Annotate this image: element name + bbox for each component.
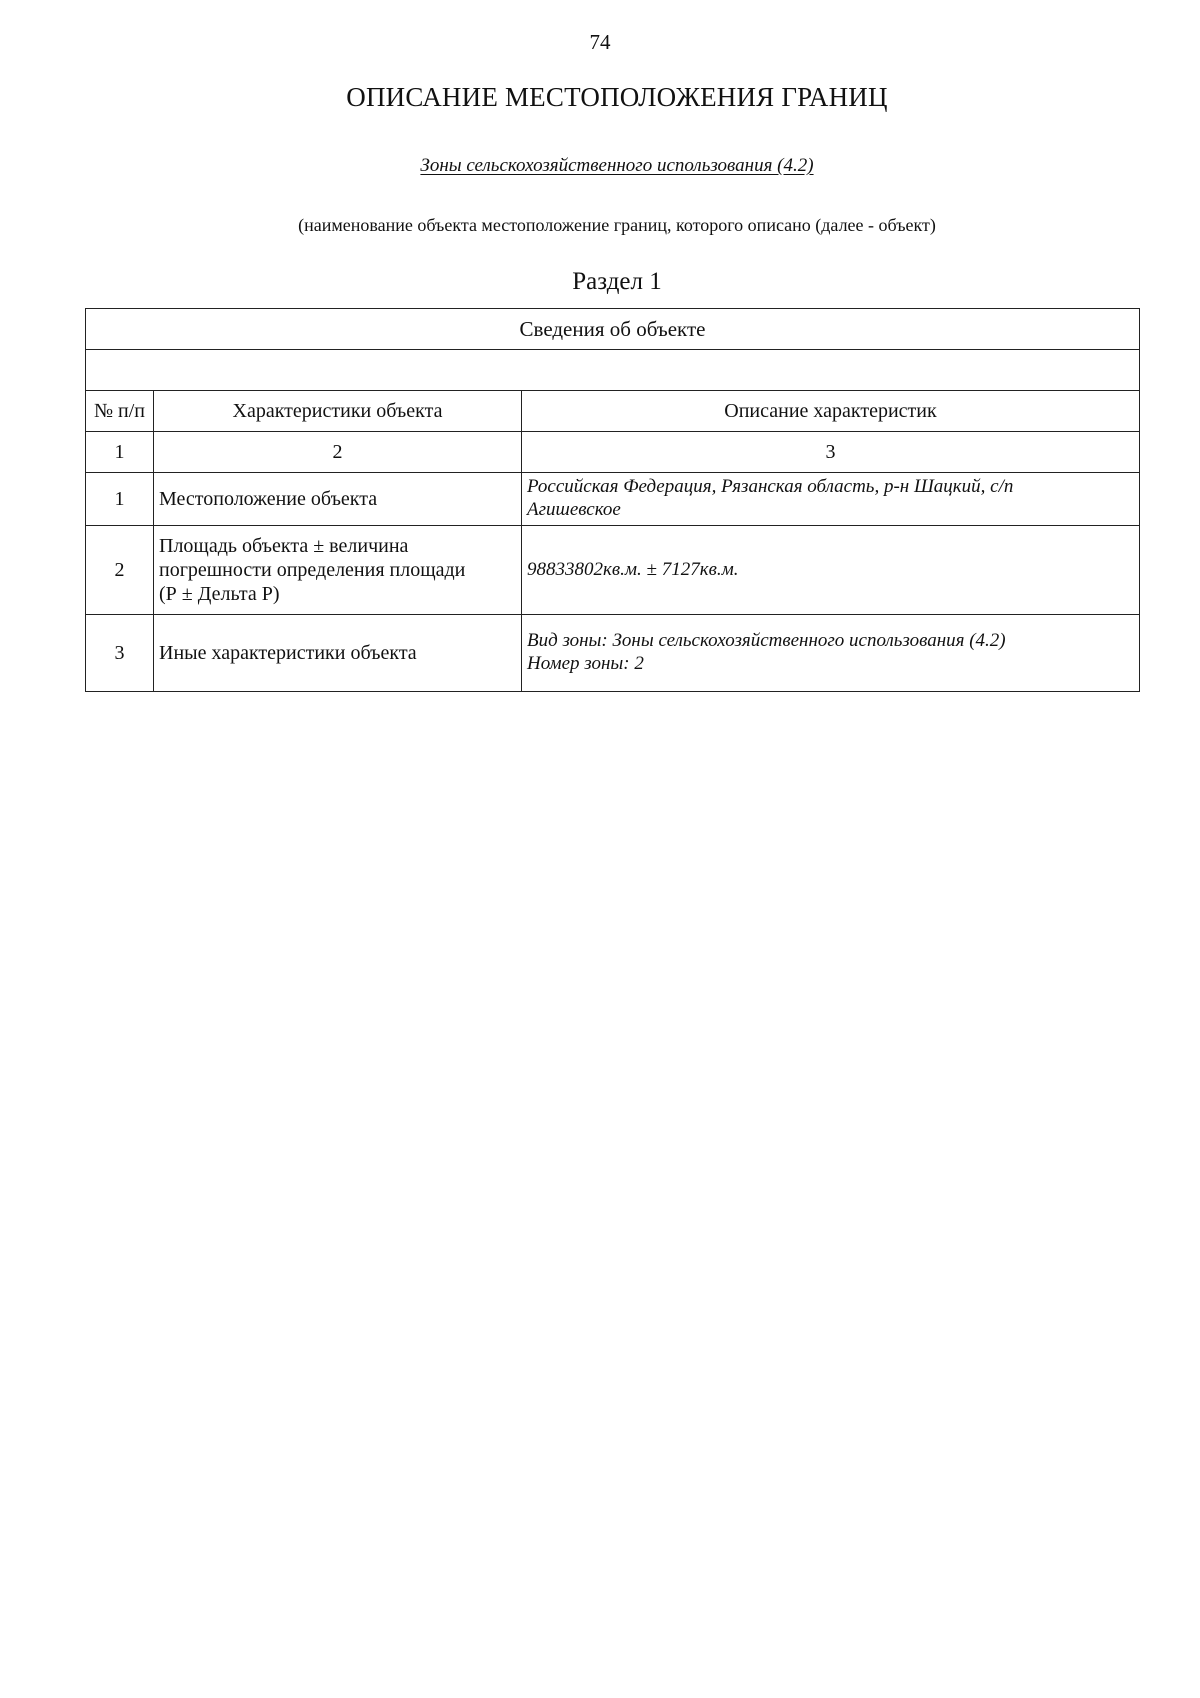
object-name-caption: (наименование объекта местоположение границ, которого описано (далее - объект) bbox=[298, 215, 936, 235]
value-line: Агишевское bbox=[527, 499, 621, 520]
table-row bbox=[86, 473, 1140, 526]
row-label-location: Местоположение объекта bbox=[154, 473, 522, 526]
row-number: 2 bbox=[86, 526, 154, 615]
header-description: Описание характеристик bbox=[522, 391, 1140, 432]
row-value-location bbox=[522, 473, 1140, 526]
table-row bbox=[86, 526, 1140, 615]
value-line: Вид зоны: Зоны сельскохозяйственного использования (4.2) bbox=[527, 630, 1006, 652]
row-number: 1 bbox=[86, 473, 154, 526]
column-number-1: 1 bbox=[86, 432, 154, 473]
value-line: Российская Федерация, Рязанская область, р-н Шацкий, с/п bbox=[527, 476, 1014, 498]
header-number: № п/п bbox=[86, 391, 154, 432]
header-characteristics: Характеристики объекта bbox=[154, 391, 522, 432]
column-number-2: 2 bbox=[154, 432, 522, 473]
object-name: Зоны сельскохозяйственного использования (4.2) bbox=[420, 155, 814, 176]
label-line: погрешности определения площади bbox=[159, 559, 466, 581]
column-number-3: 3 bbox=[522, 432, 1140, 473]
row-label-other: Иные характеристики объекта bbox=[154, 615, 522, 692]
table-row bbox=[86, 615, 1140, 692]
row-value-area bbox=[522, 526, 1140, 615]
empty-cell bbox=[86, 350, 1140, 391]
table-empty-row bbox=[86, 350, 1140, 391]
label-line: (Р ± Дельта Р) bbox=[159, 583, 280, 605]
object-info-table bbox=[85, 308, 1140, 692]
document-title: ОПИСАНИЕ МЕСТОПОЛОЖЕНИЯ ГРАНИЦ bbox=[346, 82, 888, 112]
label-line: Площадь объекта ± величина bbox=[159, 535, 409, 557]
table-caption-row bbox=[86, 309, 1140, 350]
row-label-area bbox=[154, 526, 522, 615]
page-number: 74 bbox=[589, 30, 611, 54]
row-number: 3 bbox=[86, 615, 154, 692]
value-line: 98833802кв.м. ± 7127кв.м. bbox=[527, 558, 739, 580]
table-header-row bbox=[86, 391, 1140, 432]
value-line: Номер зоны: 2 bbox=[527, 653, 644, 674]
section-title: Раздел 1 bbox=[572, 268, 662, 295]
table-caption: Сведения об объекте bbox=[86, 309, 1140, 350]
table-column-numbers-row bbox=[86, 432, 1140, 473]
row-value-other bbox=[522, 615, 1140, 692]
